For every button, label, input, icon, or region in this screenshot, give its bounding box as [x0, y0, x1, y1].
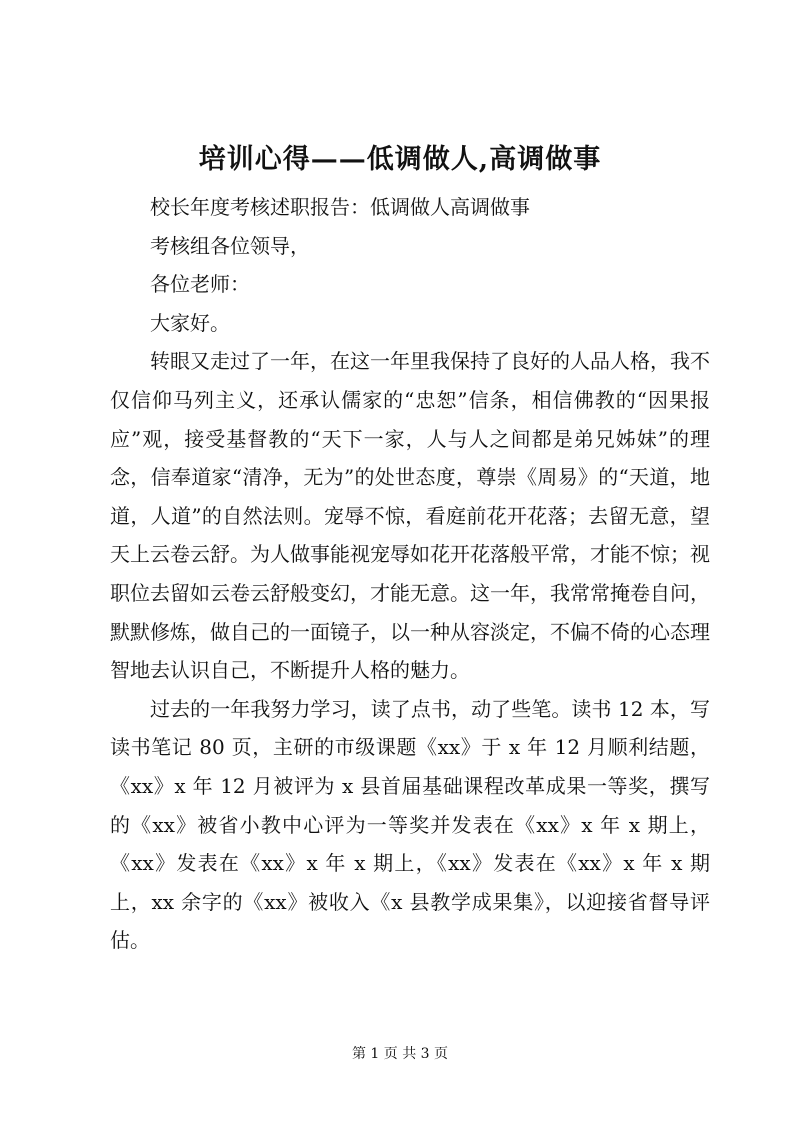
paragraph-subtitle: 校长年度考核述职报告：低调做人高调做事 [150, 195, 530, 219]
paragraph-study: 过去的一年我努力学习，读了点书，动了些笔。读书 12 本，写读书笔记 80 页，主研的市级课题《xx》于 x 年 12 月顺利结题，《xx》x 年 12 月被评为 x 县首届基础课程改革成果一等奖，撰写的《xx》被省小教中心评为一等奖并发表在《xx》x 年 x 期上，《xx》发表在《xx》x 年 x 期上，《xx》发表在《xx》x 年 x 期上，xx 余字的《xx》被收入《x 县教学成果集》，以迎接省督导评估。 [110, 696, 710, 953]
document-title: 培训心得——低调做人,高调做事 [198, 144, 602, 175]
paragraph-greeting-teachers: 各位老师： [150, 272, 250, 297]
document-body [110, 188, 710, 960]
paragraph-hello: 大家好。 [150, 310, 230, 335]
paragraph-greeting-leaders: 考核组各位领导， [150, 233, 310, 258]
paragraph-character: 转眼又走过了一年，在这一年里我保持了良好的人品人格，我不仅信仰马列主义，还承认儒家的“忠恕”信条，相信佛教的“因果报应”观，接受基督教的“天下一家，人与人之间都是弟兄姊妹”的理念，信奉道家“清净，无为”的处世态度，尊崇《周易》的“天道，地道，人道”的自然法则。宠辱不惊，看庭前花开花落；去留无意，望天上云卷云舒。为人做事能视宠辱如花开花落般平常，才能不惊；视职位去留如云卷云舒般变幻，才能无意。这一年，我常常掩卷自问，默默修炼，做自己的一面镜子，以一种从容淡定，不偏不倚的心态理智地去认识自己，不断提升人格的魅力。 [110, 349, 710, 683]
page-footer: 第 1 页 共 3 页 [351, 1046, 449, 1062]
